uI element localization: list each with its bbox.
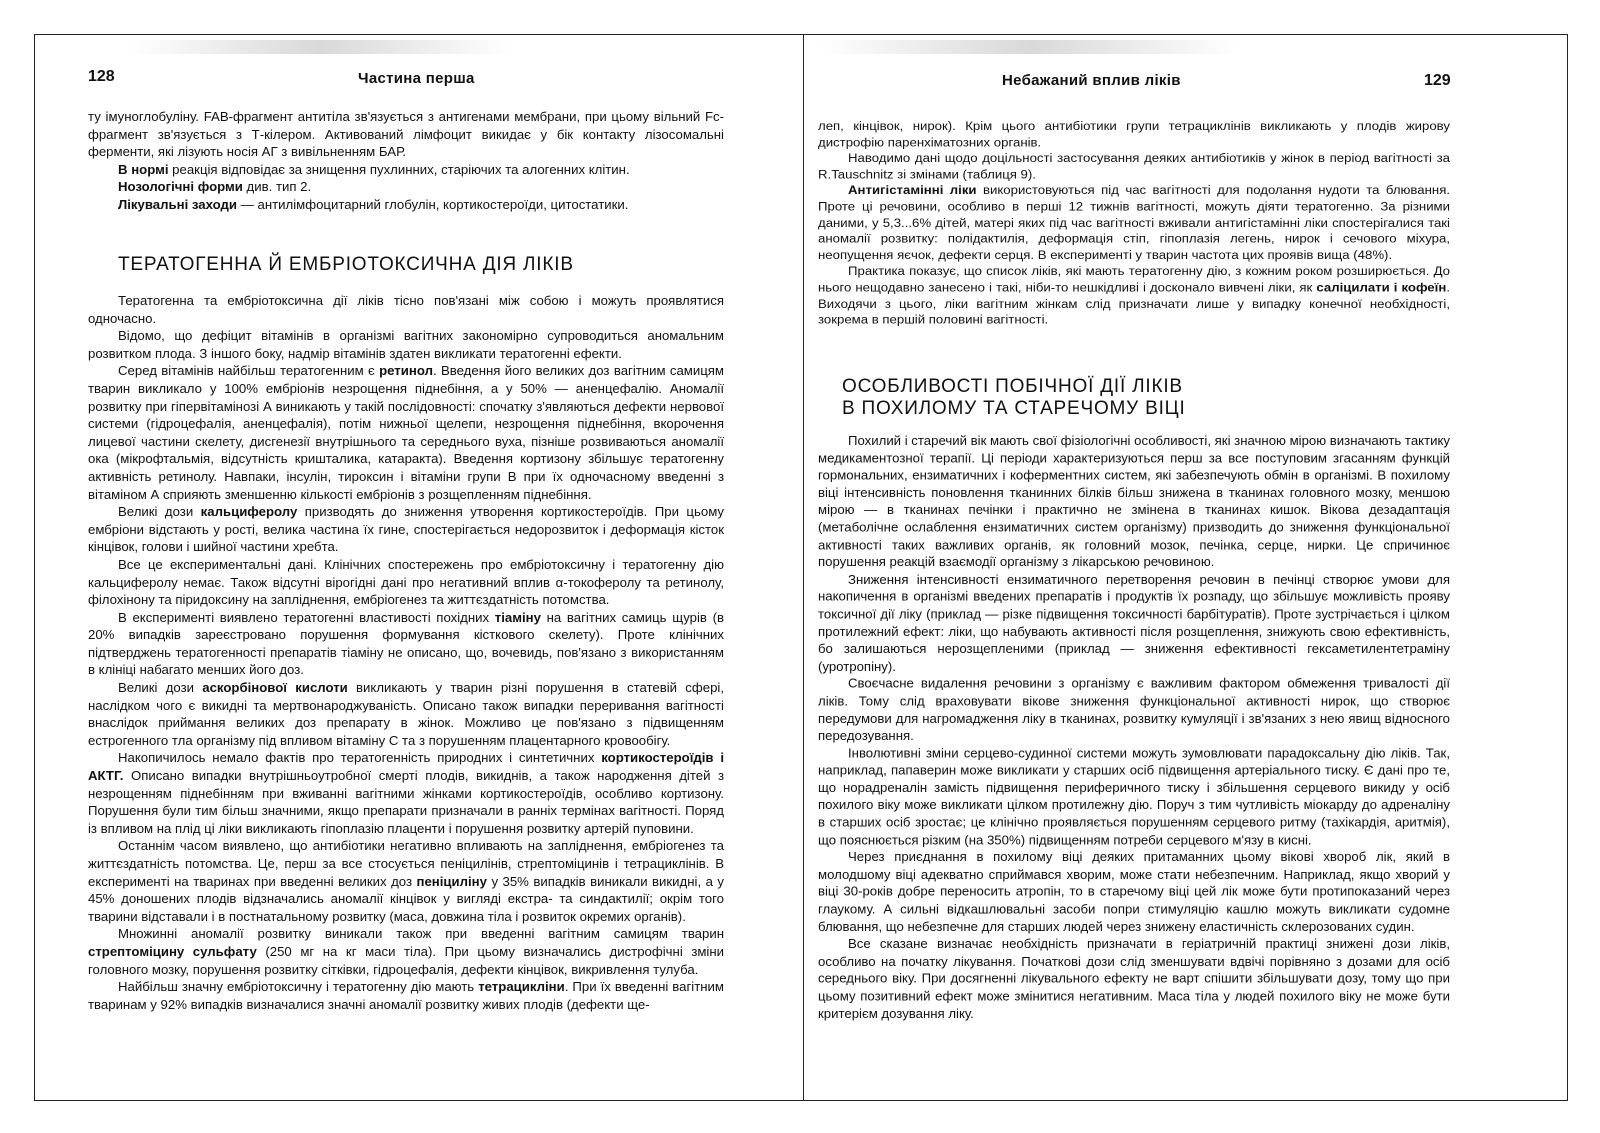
term-text: — антилімфоцитарний глобулін, кортикостероїди, цитостатики. — [236, 196, 629, 212]
paragraph: Зниження інтенсивності ензиматичного перетворення речовин в печінці створює умови для накопичення в організмі введених препаратів і продуктів їх розпаду, що збільшує можливість прояву токсичної дії ліку (приклад — різке підвищення токсичності барбітуратів). Проте зустрічається і цілком протилежний ефект: ліки, що набувають активності після розщеплення, знижують свою ефективність, бо залишаються нерозщепленими (приклад — зниження ефективності гексаметилентетраміну (уротропіну). — [818, 571, 1450, 674]
right-top-text — [818, 118, 1450, 328]
paragraph: Тератогенна та ембріотоксична дії ліків тісно пов'язані між собою і можуть проявлятися одночасно. — [88, 293, 724, 326]
header-shading — [820, 40, 1240, 54]
paragraph — [88, 161, 724, 179]
paragraph: Наводимо дані щодо доцільності застосування деяких антибіотиків у жінок в період вагітності за R.Tauschnitz зі змінами (таблиця 9). — [818, 151, 1450, 182]
term-text: реакція відповідає за знищення пухлинних, старіючих та алогенних клітин. — [168, 161, 630, 177]
paragraph: леп, кінцівок, нирок). Крім цього антибіотики групи тетрациклінів викликають у плодів жирову дистрофію паренхіматозних органів. — [818, 118, 1450, 149]
left-page-number: 128 — [88, 68, 115, 85]
left-body-text — [88, 292, 724, 1013]
right-body-text — [818, 432, 1450, 1022]
bold-term: В нормі — [118, 161, 169, 177]
paragraph: Серед вітамінів найбільш тератогенним є ретинол. Введення його великих доз вагітним самицям тварин викликало у 100% ембріонів незрощення піднебіння, а у 50% — аненцефалію. Аномалії розвитку при гіпервітамінозі А виникають у такій послідовності: спочатку з'являються дефекти нервової системи (гідроцефалія, аненцефалія), потім нижньої щелепи, незрощення піднебіння, вкорочення лицевої частини скелету, дисгенезії внутрішнього та середнього вуха, пізніше розвиваються аномалії ока (мікрофтальмія, відсутність кришталика, катаракта). Введення кортизону збільшує тератогенну активність ретинолу. Навпаки, інсулін, тироксин і вітаміни групи В при їх одночасному введенні з вітаміном А сприяють зменшенню кількості ембріонів з розщепленням піднебіння. — [88, 363, 724, 502]
right-heading-line2: В ПОХИЛОМУ ТА СТАРЕЧОМУ ВІЦІ — [842, 398, 1186, 419]
paragraph: ту імуноглобуліну. FAB-фрагмент антитіла зв'язується з антигенами мембрани, при цьому вільний Fc-фрагмент зв'язується з Т-кілером. Активований лімфоцит викидає у бік контакту лізосомальні ферменти, які лізують носія АГ з вивільненням БАР. — [88, 109, 724, 160]
paragraph — [88, 178, 724, 196]
paragraph: Антигістамінні ліки використовуються під час вагітності для подолання нудоти та блювання. Проте ці речовини, особливо в перші 12 тижнів вагітності, можуть діяти тератогенно. За різними даними, у 5,3...6% дітей, матері яких під час вагітності вживали антигістамінні ліки спостерігалися такі аномалії розвитку: полідактилія, деформація стіп, гіпоплазія легень, нирок і сечового міхура, неопущення яєчок, дефекти серця. В експерименті у тварин частота цих проявів вища (48%). — [818, 183, 1450, 262]
paragraph: Через приєднання в похилому віці деяких притаманних цьому вікові хвороб лік, який в молодшому віці адекватно сприймався хворим, може стати небезпечним. Наприклад, якщо хворий у віці 30-років добре переносить атропін, то в старечому віці цей лік може бути протипоказаний через глаукому. А сильні відкашлювальні засоби попри стимуляцію кашлю можуть викликати судомне блювання, що небезпечне для старших людей через знижену еластичність склерозованих судин. — [818, 849, 1450, 934]
paragraph: Своєчасне видалення речовини з організму є важливим фактором обмеження тривалості дії ліків. Тому слід враховувати вікове зниження функціональної активності нирок, що створює передумови для нагромадження ліку в тканинах, розвитку кумуляції і зв'язаних з нею явищ відносного передозування. — [818, 675, 1450, 743]
right-page-number: 129 — [1424, 72, 1451, 89]
paragraph: Множинні аномалії розвитку виникали також при введенні вагітним самицям тварин стрептоміцину сульфату (250 мг на кг маси тіла). При цьому визначались дистрофічні зміни головного мозку, порушення розвитку сітківки, гідроцефалія, дефекти кінцівок, викривлення тулуба. — [88, 926, 725, 977]
paragraph: Великі дози аскорбінової кислоти викликають у тварин різні порушення в статевій сфері, наслідком чого є викидні та мертвонароджуваність. Описано також випадки переривання вагітності внаслідок приймання великих доз препарату в жінок. Можливо це пов'язано з підвищенням естрогенного тла організму під впливом вітаміну С та з порушенням плацентарного кровообігу. — [88, 680, 725, 748]
paragraph: Інволютивні зміни серцево-судинної системи можуть зумовлювати парадоксальну дію ліків. Так, наприклад, папаверин може викликати у старших осіб підвищення артеріального тиску. Є дані про те, що норадреналін замість підвищення периферичного тиску і збільшення серцевого викиду у осіб похилого віку може викликати цілком протилежну дію. Поруч з тим чутливість міокарду до адреналіну в старших осіб зростає; це клінічно проявляється порушенням серцевого ритму (тахікардія, аритмія), що пояснюється різким (на 350%) підвищенням потреби серцевого м'язу в кисні. — [818, 745, 1450, 848]
paragraph: Все сказане визначає необхідність призначати в геріатричній практиці знижені дози ліків, особливо на початку лікування. Початкові дози слід зменшувати вдвічі порівняно з дозами для осіб середнього віку. При досягненні лікувального ефекту не варт спішити збільшувати дозу, тому що при цьому позитивний ефект може змінитися негативним. Маса тіла у людей похилого віку не може бути критерієм дозування ліку. — [818, 936, 1450, 1021]
paragraph: Все це експериментальні дані. Клінічних спостережень про ембріотоксичну і тератогенну дію кальциферолу немає. Також відсутні вірогідні дані про негативний вплив α-токоферолу та ретинолу, філохінону та піридоксину на запліднення, ембріогенез та життєздатність потомства. — [88, 556, 724, 608]
paragraph: Практика показує, що список ліків, які мають тератогенну дію, з кожним роком розширюється. До нього нещодавно занесено і такі, ніби-то нешкідливі і досконало вивчені ліки, як саліцилати і кофеїн. Виходячи з цього, ліки вагітним жінкам слід призначати лише у випадку конечної необхідності, зокрема в першій половині вагітності. — [818, 264, 1450, 327]
paragraph: Відомо, що дефіцит вітамінів в організмі вагітних закономірно супроводиться аномальним розвитком плода. З іншого боку, надмір вітамінів здатен викликати тератогенні ефекти. — [88, 328, 724, 361]
right-section-heading — [842, 376, 1186, 420]
bold-term: Нозологічні форми — [118, 179, 243, 195]
paragraph: Великі дози кальциферолу призводять до зниження утворення кортикостероїдів. При цьому ембріони відстають у рості, велика частина їх гине, спостерігається недорозвиток і деформація кісток кінцівок, голови і шийної частини хребта. — [88, 504, 725, 555]
paragraph — [88, 196, 724, 214]
left-intro-block — [88, 108, 724, 214]
right-running-title: Небажаний вплив ліків — [1002, 72, 1181, 89]
term-text: див. тип 2. — [242, 179, 312, 195]
header-shading — [130, 40, 510, 54]
paragraph: В експерименті виявлено тератогенні властивості похідних тіаміну на вагітних самиць щурів (в 20% випадків зареєстровано порушення формування кісткового скелету). Проте клінічних підтверджень тератогенності препаратів тіаміну не описано, що, вочевидь, пов'язано з використанням в клініці набагато менших його доз. — [88, 609, 724, 678]
left-running-title: Частина перша — [358, 70, 475, 87]
left-section-heading: ТЕРАТОГЕННА Й ЕМБРІОТОКСИЧНА ДІЯ ЛІКІВ — [118, 254, 574, 275]
paragraph: Найбільш значну ембріотоксичну і тератогенну дію мають тетрацикліни. При їх введенні вагітним тваринам у 92% випадків визначалися значні аномалії розвитку живих плодів (дефекти ще- — [88, 979, 724, 1012]
paragraph: Накопичилось немало фактів про тератогенність природних і синтетичних кортикостероїдів і АКТГ. Описано випадки внутрішньоутробної смерті плодів, викиднів, а також народження дітей з незрощенням піднебінням при вживанні вагітними жінками кортикостероїдів, особливо кортизону. Порушення були тим більш значними, якщо препарати призначали в ранніх термінах вагітності. Поряд із впливом на плід ці ліки викликають гіпоплазію плаценти і порушення розвитку артерій пуповини. — [88, 750, 724, 836]
bold-term: Лікувальні заходи — [118, 196, 237, 212]
paragraph: Похилий і старечий вік мають свої фізіологічні особливості, які значною мірою визначають тактику медикаментозної терапії. Ці періоди характеризуються перш за все поступовим згасанням функцій гормональних, ензиматичних і коферментних систем, які забезпечують обмін в організмі. В похилому віці інтенсивність поновлення тканинних білків більш знижена в тканинах головного мозку, меншою мірою — в тканинах печінки і практично не змінена в тканинах кишок. Вікова дезадаптація (метаболічне ослаблення ензиматичних систем організму) призводить до зниження функціональної активності таких важливих органів, як головний мозок, печінка, серце, нирки. Це спричинює порушення реакцій взаємодії організму з лікарською речовиною. — [818, 432, 1450, 570]
paragraph: Останнім часом виявлено, що антибіотики негативно впливають на запліднення, ембріогенез та життєздатність потомства. Це, перш за все стосується пеніцилінів, стрептоміцинів і тетрациклінів. В експерименті на тваринах при введенні великих доз пеніциліну у 35% випадків виникали викидні, а у 45% доношених плодів відзначались аномалії кінцівок у вигляді екстра- та синдактилії; окрім того тварини відставали і в постнатальному розвитку (маса, довжина тіла і розвиток окремих органів). — [88, 838, 724, 924]
right-heading-line1: ОСОБЛИВОСТІ ПОБІЧНОЇ ДІЇ ЛІКІВ — [842, 376, 1183, 397]
